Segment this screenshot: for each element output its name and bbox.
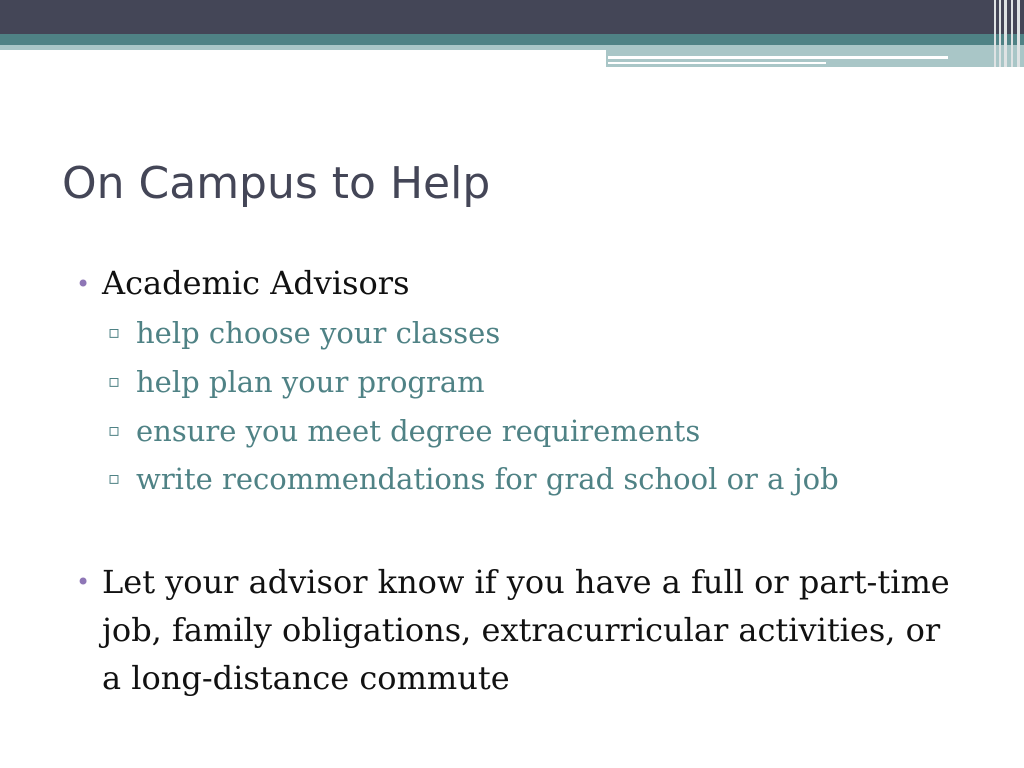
bullet-dot: • [76, 270, 91, 298]
sub-item-recommendations: write recommendations for grad school or a job [136, 462, 839, 496]
header-band-teal [0, 34, 1024, 45]
sub-item-classes: help choose your classes [136, 316, 501, 350]
header-band-light [0, 45, 606, 50]
sub-item-requirements: ensure you meet degree requirements [136, 414, 701, 448]
bullet-dot: • [76, 568, 91, 596]
sub-item-program: help plan your program [136, 365, 485, 399]
header-accent-line [608, 56, 948, 59]
header-accent-line-short [608, 62, 826, 64]
header-band-dark [0, 0, 1024, 34]
slide-title: On Campus to Help [62, 158, 491, 209]
header-vertical-bars [994, 0, 1024, 67]
sub-bullet-marker: ▫ [108, 420, 121, 441]
sub-bullet-marker: ▫ [108, 371, 121, 392]
bullet-academic-advisors: Academic Advisors [102, 264, 410, 302]
sub-bullet-marker: ▫ [108, 468, 121, 489]
bullet-let-your-advisor-know: Let your advisor know if you have a full or part-time job, family obligations, extracurricular activities, or a long-distance commute [102, 563, 950, 697]
sub-bullet-marker: ▫ [108, 322, 121, 343]
